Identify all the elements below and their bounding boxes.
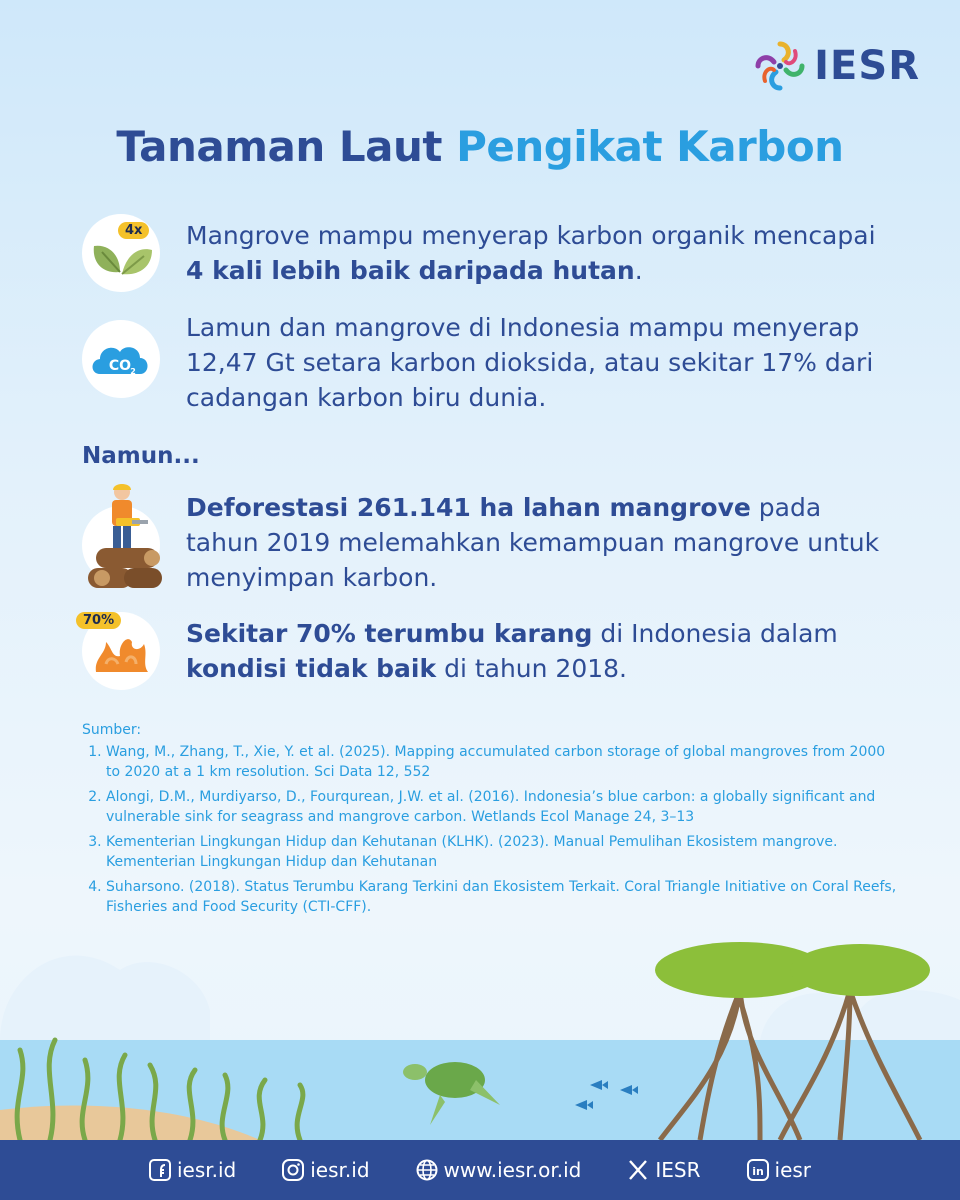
badge-4x: 4x bbox=[118, 222, 149, 239]
co2-cloud-icon bbox=[82, 320, 160, 398]
fact-4-text-a: di Indonesia dalam bbox=[592, 619, 838, 648]
fact-1-text bbox=[186, 218, 886, 288]
source-item: 4. Suharsono. (2018). Status Terumbu Karang Terkini dan Ekosistem Terkait. Coral Triangle Initiative on Coral Reefs, Fisheries and Food Security (CTI-CFF). bbox=[106, 877, 902, 917]
fact-deforestation bbox=[82, 482, 882, 602]
globe-icon bbox=[416, 1159, 438, 1181]
co2-icon-circle bbox=[82, 320, 160, 398]
coastal-scene-illustration bbox=[0, 930, 960, 1140]
website-url: www.iesr.or.id bbox=[443, 1158, 582, 1182]
footer-x[interactable] bbox=[627, 1158, 700, 1182]
title-part-1: Tanaman Laut bbox=[116, 122, 442, 171]
fact-1-text-b: . bbox=[634, 256, 643, 285]
source-item: 1. Wang, M., Zhang, T., Xie, Y. et al. (2025). Mapping accumulated carbon storage of global mangroves from 2000 to 2020 at a 1 km resolution. Sci Data 12, 552 bbox=[106, 742, 902, 782]
fact-4-bold-b: kondisi tidak baik bbox=[186, 654, 437, 683]
fact-2-text: Lamun dan mangrove di Indonesia mampu menyerap 12,47 Gt setara karbon dioksida, atau sekitar 17% dari cadangan karbon biru dunia. bbox=[186, 313, 874, 412]
linkedin-handle: iesr bbox=[774, 1158, 812, 1182]
fact-coral-reef bbox=[82, 612, 882, 692]
x-logo-icon bbox=[627, 1159, 649, 1181]
badge-70-percent: 70% bbox=[76, 612, 121, 629]
facebook-handle: iesr.id bbox=[176, 1158, 237, 1182]
fact-1-text-a: Mangrove mampu menyerap karbon organik mencapai bbox=[186, 221, 876, 250]
linkedin-icon bbox=[747, 1159, 769, 1181]
sources-list bbox=[82, 742, 902, 917]
iesr-logo-icon bbox=[752, 38, 808, 94]
social-footer bbox=[0, 1140, 960, 1200]
footer-website[interactable] bbox=[416, 1158, 582, 1182]
page-title bbox=[0, 122, 960, 171]
namun-heading: Namun... bbox=[82, 443, 200, 469]
fact-4-bold-a: Sekitar 70% terumbu karang bbox=[186, 619, 593, 648]
source-item: 3. Kementerian Lingkungan Hidup dan Kehutanan (KLHK). (2023). Manual Pemulihan Ekosistem mangrove. Kementerian Lingkungan Hidup dan Kehutanan bbox=[106, 832, 902, 872]
x-handle: IESR bbox=[655, 1158, 701, 1182]
fact-mangrove-absorption bbox=[82, 214, 882, 294]
svg-text:in: in bbox=[751, 1165, 764, 1178]
fact-seagrass-carbon bbox=[82, 312, 882, 422]
fact-4-text bbox=[186, 616, 886, 686]
fact-4-text-b: di tahun 2018. bbox=[436, 654, 628, 683]
svg-text:CO: CO bbox=[108, 358, 132, 374]
sources-label: Sumber: bbox=[82, 722, 142, 738]
logo-text: IESR bbox=[814, 43, 920, 89]
svg-text:2: 2 bbox=[130, 367, 136, 376]
fact-3-bold: Deforestasi 261.141 ha lahan mangrove bbox=[186, 493, 751, 522]
title-part-2: Pengikat Karbon bbox=[456, 122, 844, 171]
footer-instagram[interactable] bbox=[282, 1158, 369, 1182]
facebook-icon bbox=[149, 1159, 171, 1181]
fact-3-text bbox=[186, 490, 886, 595]
instagram-handle: iesr.id bbox=[310, 1158, 370, 1182]
fact-3-rest: pada tahun 2019 melemahkan kemampuan mangrove untuk menyimpan karbon. bbox=[186, 493, 880, 592]
footer-linkedin[interactable] bbox=[747, 1158, 812, 1182]
footer-facebook[interactable] bbox=[149, 1158, 236, 1182]
source-item: 2. Alongi, D.M., Murdiyarso, D., Fourqurean, J.W. et al. (2016). Indonesia’s blue carbon: a globally significant and vulnerable sink for seagrass and mangrove carbon. Wetlands Ecol Manage 24, 3–13 bbox=[106, 787, 902, 827]
iesr-logo bbox=[752, 38, 920, 94]
sources bbox=[82, 720, 902, 922]
instagram-icon bbox=[282, 1159, 304, 1181]
fact-1-bold: 4 kali lebih baik daripada hutan bbox=[186, 256, 635, 285]
lumberjack-icon bbox=[82, 482, 166, 596]
